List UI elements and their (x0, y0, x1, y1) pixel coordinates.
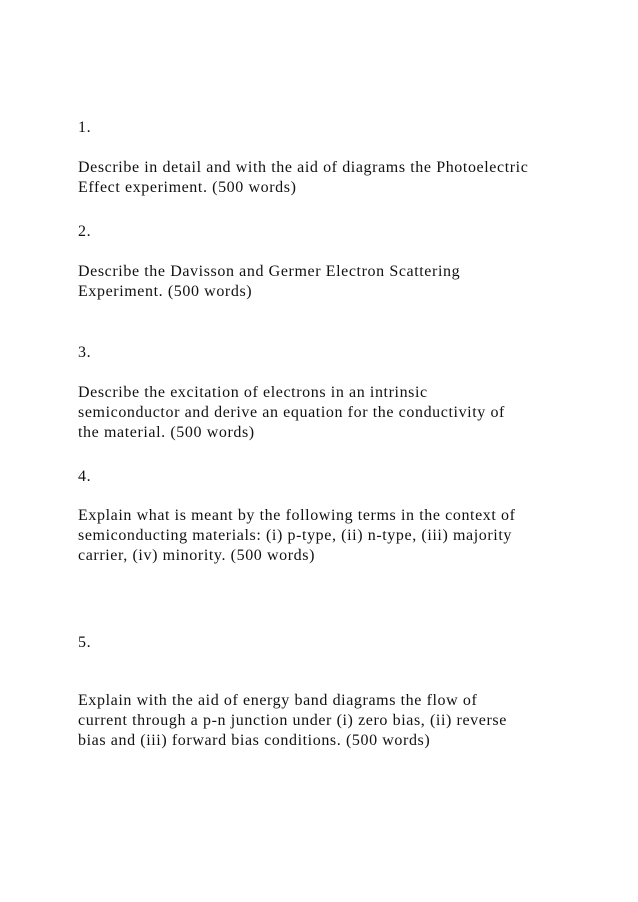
question-line: Describe the Davisson and Germer Electron Scattering (78, 263, 461, 280)
question-number-text: 1. (78, 119, 92, 136)
question-line: Effect experiment. (500 words) (78, 179, 297, 196)
question-line: Describe the excitation of electrons in an intrinsic (78, 384, 428, 401)
question-number-text: 4. (78, 468, 92, 485)
question-text-5 (78, 691, 578, 751)
question-line: current through a p-n junction under (i) zero bias, (ii) reverse (78, 712, 507, 729)
question-number-1 (78, 118, 578, 138)
question-line: Describe in detail and with the aid of diagrams the Photoelectric (78, 159, 529, 176)
question-number-text: 3. (78, 344, 92, 361)
question-line: carrier, (iv) minority. (500 words) (78, 547, 316, 564)
question-line: bias and (iii) forward bias conditions. (500 words) (78, 732, 431, 749)
question-number-3 (78, 343, 578, 363)
question-line: Explain with the aid of energy band diagrams the flow of (78, 692, 478, 709)
question-number-5 (78, 633, 578, 653)
question-line: Experiment. (500 words) (78, 283, 253, 300)
question-text-2 (78, 262, 578, 302)
question-number-text: 2. (78, 223, 92, 240)
question-text-3 (78, 383, 578, 443)
question-line: semiconductor and derive an equation for the conductivity of (78, 404, 505, 421)
question-line: the material. (500 words) (78, 424, 255, 441)
question-text-4 (78, 506, 578, 566)
question-number-text: 5. (78, 634, 92, 651)
question-number-4 (78, 467, 578, 487)
question-text-1 (78, 158, 578, 198)
question-number-2 (78, 222, 578, 242)
question-line: semiconducting materials: (i) p-type, (ii) n-type, (iii) majority (78, 527, 512, 544)
question-line: Explain what is meant by the following terms in the context of (78, 507, 516, 524)
